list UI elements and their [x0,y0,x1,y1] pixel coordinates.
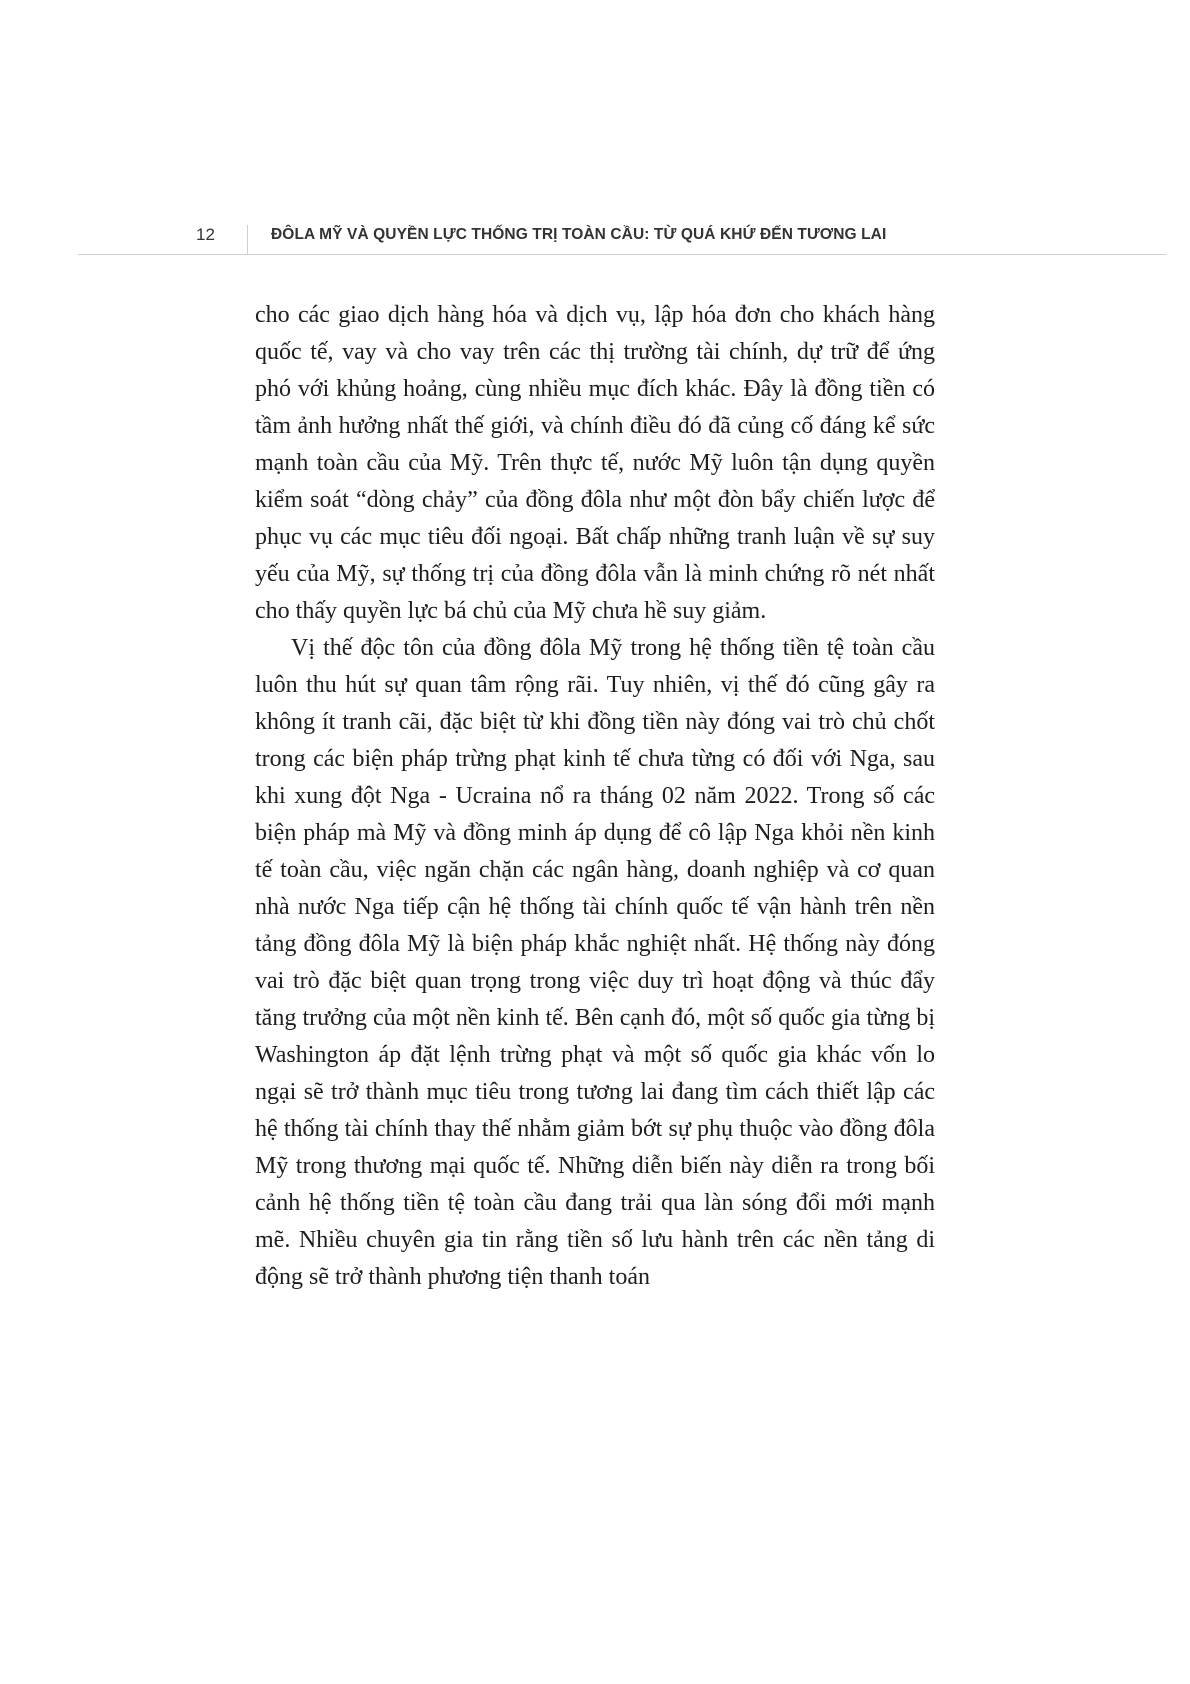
paragraph-1: cho các giao dịch hàng hóa và dịch vụ, lập hóa đơn cho khách hàng quốc tế, vay và cho vay trên các thị trường tài chính, dự trữ để ứng phó với khủng hoảng, cùng nhiều mục đích khác. Đây là đồng tiền có tầm ảnh hưởng nhất thế giới, và chính điều đó đã củng cố đáng kể sức mạnh toàn cầu của Mỹ. Trên thực tế, nước Mỹ luôn tận dụng quyền kiểm soát “dòng chảy” của đồng đôla như một đòn bẩy chiến lược để phục vụ các mục tiêu đối ngoại. Bất chấp những tranh luận về sự suy yếu của Mỹ, sự thống trị của đồng đôla vẫn là minh chứng rõ nét nhất cho thấy quyền lực bá chủ của Mỹ chưa hề suy giảm. [255,302,935,624]
running-title: ĐÔLA MỸ VÀ QUYỀN LỰC THỐNG TRỊ TOÀN CẦU: TỪ QUÁ KHỨ ĐẾN TƯƠNG LAI [271,226,887,243]
body-text [255,297,935,1296]
page-number: 12 [190,225,248,255]
paragraph-2: Vị thế độc tôn của đồng đôla Mỹ trong hệ thống tiền tệ toàn cầu luôn thu hút sự quan tâm rộng rãi. Tuy nhiên, vị thế đó cũng gây ra không ít tranh cãi, đặc biệt từ khi đồng tiền này đóng vai trò chủ chốt trong các biện pháp trừng phạt kinh tế chưa từng có đối với Nga, sau khi xung đột Nga - Ucraina nổ ra tháng 02 năm 2022. Trong số các biện pháp mà Mỹ và đồng minh áp dụng để cô lập Nga khỏi nền kinh tế toàn cầu, việc ngăn chặn các ngân hàng, doanh nghiệp và cơ quan nhà nước Nga tiếp cận hệ thống tài chính quốc tế vận hành trên nền tảng đồng đôla Mỹ là biện pháp khắc nghiệt nhất. Hệ thống này đóng vai trò đặc biệt quan trọng trong việc duy trì hoạt động và thúc đẩy tăng trưởng của một nền kinh tế. Bên cạnh đó, một số quốc gia từng bị Washington áp đặt lệnh trừng phạt và một số quốc gia khác vốn lo ngại sẽ trở thành mục tiêu trong tương lai đang tìm cách thiết lập các hệ thống tài chính thay thế nhằm giảm bớt sự phụ thuộc vào đồng đôla Mỹ trong thương mại quốc tế. Những diễn biến này diễn ra trong bối cảnh hệ thống tiền tệ toàn cầu đang trải qua làn sóng đổi mới mạnh mẽ. Nhiều chuyên gia tin rằng tiền số lưu hành trên các nền tảng di động sẽ trở thành phương tiện thanh toán [255,635,935,1290]
running-header [78,218,1166,255]
